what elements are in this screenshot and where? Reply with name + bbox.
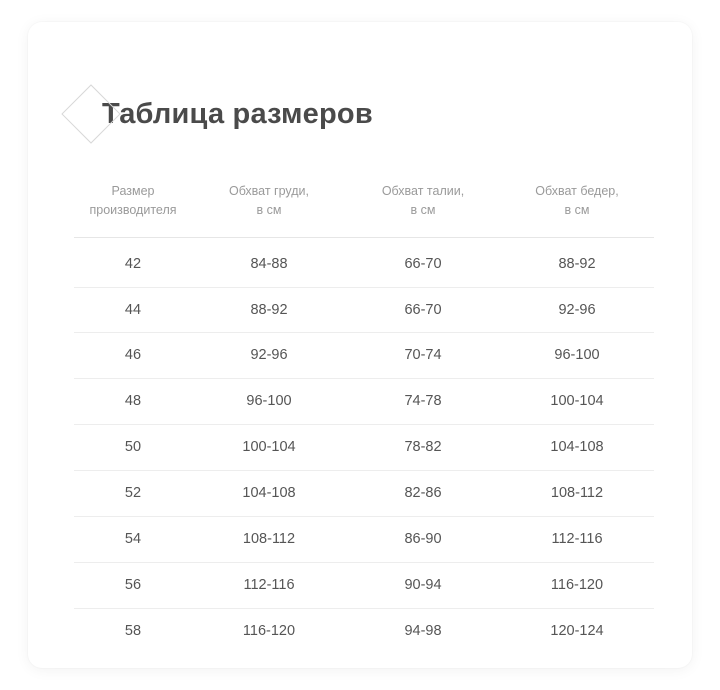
table-row [74,425,654,471]
cell-size: 50 [124,439,142,456]
column-header-hips-line2: в см [564,203,590,218]
size-table [74,182,654,653]
cell-hips: 88-92 [558,255,596,272]
cell-hips: 120-124 [550,622,604,639]
cell-waist: 78-82 [404,439,442,456]
cell-waist: 90-94 [404,576,442,593]
cell-size: 42 [124,255,142,272]
cell-waist: 66-70 [404,255,442,272]
cell-waist: 70-74 [404,347,442,364]
table-header [74,182,654,237]
cell-size: 52 [124,484,142,501]
table-row [74,608,654,653]
cell-waist: 94-98 [404,622,442,639]
table-row [74,333,654,379]
cell-chest: 92-96 [250,347,288,364]
page-title: Таблица размеров [102,97,373,130]
column-header-hips-line1: Обхват бедер, [535,184,619,198]
column-header-waist-line2: в см [410,203,436,218]
column-header-size [74,182,192,237]
cell-size: 48 [124,393,142,410]
table-row [74,562,654,608]
cell-chest: 116-120 [242,622,296,639]
cell-hips: 100-104 [550,393,604,410]
table-body [74,237,654,653]
table-row [74,379,654,425]
cell-hips: 112-116 [551,530,603,547]
diamond-outline-icon [61,84,120,143]
cell-chest: 84-88 [250,255,288,272]
cell-hips: 104-108 [550,439,604,456]
cell-chest: 100-104 [242,439,296,456]
size-chart-card [28,22,692,668]
cell-chest: 104-108 [242,484,296,501]
cell-hips: 108-112 [550,484,604,501]
title-row [68,84,373,144]
cell-size: 54 [124,530,142,547]
cell-size: 56 [124,576,142,593]
cell-waist: 74-78 [404,393,442,410]
column-header-hips [500,182,654,237]
column-header-size-line2: производителя [89,203,177,218]
column-header-waist [346,182,500,237]
cell-hips: 92-96 [558,301,596,318]
cell-waist: 86-90 [404,530,442,547]
column-header-waist-line1: Обхват талии, [381,184,465,198]
cell-chest: 108-112 [242,530,296,547]
cell-waist: 82-86 [404,484,442,501]
table-row [74,470,654,516]
cell-waist: 66-70 [404,301,442,318]
table-row [74,287,654,333]
cell-chest: 88-92 [250,301,288,318]
cell-hips: 116-120 [550,576,604,593]
column-header-chest-line1: Обхват груди, [228,184,310,198]
table-row [74,237,654,287]
column-header-size-line1: Размер [111,184,155,198]
cell-size: 58 [124,622,142,639]
cell-chest: 96-100 [246,393,292,410]
column-header-chest-line2: в см [256,203,282,218]
cell-hips: 96-100 [554,347,600,364]
cell-size: 44 [124,301,142,318]
cell-size: 46 [124,347,142,364]
table-header-row [74,182,654,237]
table-row [74,516,654,562]
cell-chest: 112-116 [243,576,295,593]
column-header-chest [192,182,346,237]
